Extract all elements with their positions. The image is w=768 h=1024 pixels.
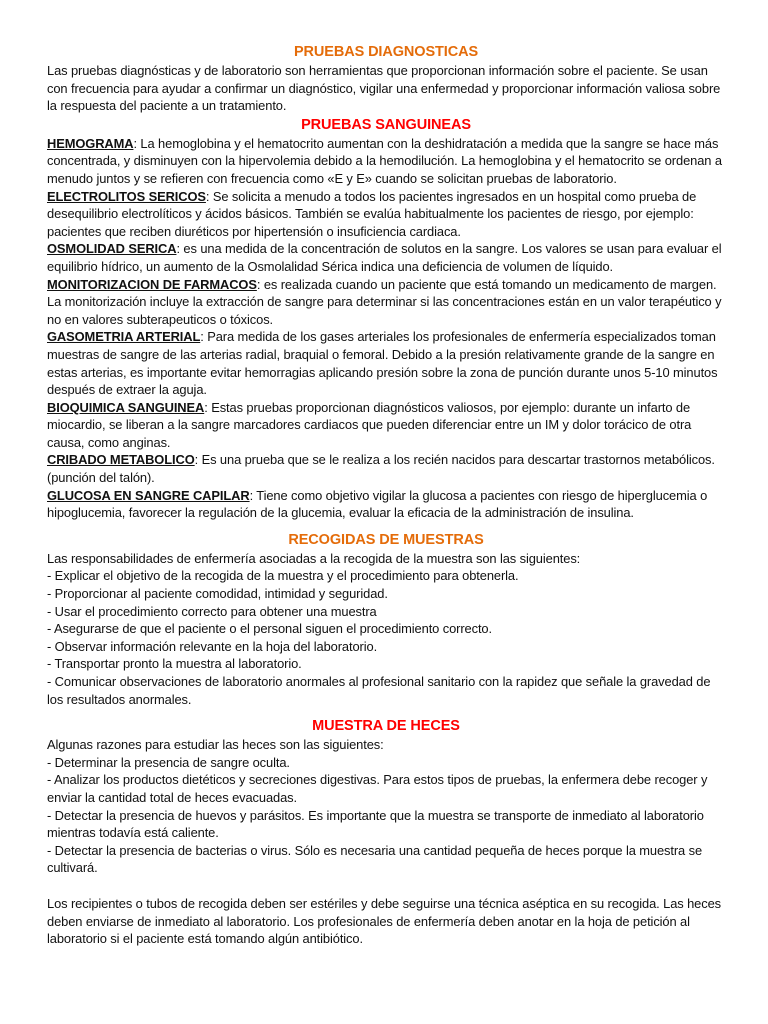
spacer <box>47 708 725 716</box>
definition-item <box>47 451 725 486</box>
definition-term: GASOMETRIA ARTERIAL <box>47 329 201 345</box>
recogidas-list <box>47 567 725 708</box>
section-title-pruebas-sanguineas: PRUEBAS SANGUINEAS <box>301 116 471 133</box>
definition-term: OSMOLIDAD SERICA <box>47 241 177 257</box>
definition-term: BIOQUIMICA SANGUINEA <box>47 399 205 415</box>
list-item: - Explicar el objetivo de la recogida de la muestra y el procedimiento para obtenerla. <box>47 568 519 584</box>
definition-term: MONITORIZACION DE FARMACOS <box>47 276 257 292</box>
section-title-recogidas: RECOGIDAS DE MUESTRAS <box>288 531 484 548</box>
definition-item <box>47 487 725 522</box>
definition-term: ELECTROLITOS SERICOS <box>47 188 206 204</box>
heces-closing: Los recipientes o tubos de recogida deben ser estériles y debe seguirse una técnica aséptica en su recogida. Las heces deben enviarse de inmediato al laboratorio. Los profesionales de enfermería deben anotar en la hoja de petición al laboratorio si el paciente está tomando algún antibiótico. <box>47 895 721 947</box>
list-item: - Observar información relevante en la hoja del laboratorio. <box>47 638 378 654</box>
list-item: - Proporcionar al paciente comodidad, intimidad y seguridad. <box>47 586 388 602</box>
pruebas-sanguineas-list <box>47 135 725 522</box>
section-title-heces: MUESTRA DE HECES <box>312 718 460 735</box>
definition-item <box>47 399 725 452</box>
definition-text: : Estas pruebas proporcionan diagnósticos valiosos, por ejemplo: durante un infarto de miocardio, se liberan a la sangre marcadores cardiacos que pueden diferenciar entre un IM y dolor torácico de otra causa, como anginas. <box>47 399 692 450</box>
document-page <box>47 42 725 948</box>
definition-text: : Para medida de los gases arteriales los profesionales de enfermería especializados toman muestras de sangre de las arterias radial, braquial o femoral. Debido a la presión relativamente grande de la sangre en estas arterias, es importante evitar hemorragias aplicando presión sobre la zona de punción durante unos 5-10 minutos después de extraer la aguja. <box>47 329 718 398</box>
recogidas-intro: Las responsabilidades de enfermería asociadas a la recogida de la muestra son las siguientes: <box>47 550 581 566</box>
definition-item <box>47 135 725 188</box>
definition-item <box>47 276 725 329</box>
definition-term: GLUCOSA EN SANGRE CAPILAR <box>47 487 250 503</box>
definition-text: : Tiene como objetivo vigilar la glucosa a pacientes con riesgo de hiperglucemia o hipoglucemia, favorecer la regulación de la glucemia, evaluar la eficacia de la administración de insulina. <box>47 487 708 521</box>
definition-item <box>47 240 725 275</box>
pruebas-diagnosticas-intro: Las pruebas diagnósticas y de laboratorio son herramientas que proporcionan información sobre el paciente. Se usan con frecuencia para ayudar a confirmar un diagnóstico, vigilar una enfermedad y proporcionar información valiosa sobre la respuesta del paciente a un tratamiento. <box>47 63 721 114</box>
list-item: - Transportar pronto la muestra al laboratorio. <box>47 656 302 672</box>
list-item: - Determinar la presencia de sangre oculta. <box>47 754 290 770</box>
definition-text: : Es una prueba que se le realiza a los recién nacidos para descartar trastornos metabólicos. (punción del talón). <box>47 452 715 486</box>
list-item: - Usar el procedimiento correcto para obtener una muestra <box>47 603 377 619</box>
spacer <box>47 877 725 895</box>
definition-item <box>47 188 725 241</box>
definition-term: CRIBADO METABOLICO <box>47 452 195 468</box>
list-item: - Asegurarse de que el paciente o el personal siguen el procedimiento correcto. <box>47 621 492 637</box>
heces-intro: Algunas razones para estudiar las heces son las siguientes: <box>47 737 384 753</box>
spacer <box>47 522 725 530</box>
list-item: - Detectar la presencia de huevos y parásitos. Es importante que la muestra se transporte de inmediato al laboratorio mientras todavía está caliente. <box>47 807 704 841</box>
definition-item <box>47 328 725 398</box>
list-item: - Comunicar observaciones de laboratorio anormales al profesional sanitario con la rapidez que señale la gravedad de los resultados anormales. <box>47 674 711 707</box>
definition-text: : Se solicita a menudo a todos los pacientes ingresados en un hospital como prueba de desequilibrio electrolíticos y ácidos básicos. También se evalúa habitualmente los pacientes de riesgo, por ejemplo: pacientes que reciben diuréticos por hipertensión o insuficiencia cardiaca. <box>47 188 697 239</box>
list-item: - Analizar los productos dietéticos y secreciones digestivas. Para estos tipos de pruebas, la enfermera debe recoger y enviar la cantidad total de heces evacuadas. <box>47 772 708 805</box>
list-item: - Detectar la presencia de bacterias o virus. Sólo es necesaria una cantidad pequeña de heces porque la muestra se cultivará. <box>47 842 703 876</box>
heces-list <box>47 754 725 877</box>
definition-text: : La hemoglobina y el hematocrito aumentan con la deshidratación a medida que la sangre se hace más concentrada, y disminuyen con la hipervolemia debido a la hemodilución. La hemoglobina y el hematocrito se ordenan a menudo juntos y se refieren con frecuencia como «E y E» cuando se solicitan pruebas de laboratorio. <box>47 135 722 186</box>
definition-text: : es realizada cuando un paciente que está tomando un medicamento de margen. La monitorización incluye la extracción de sangre para determinar si las concentraciones están en un valor terapéutico y no en valores subterapeuticos o tóxicos. <box>47 276 722 327</box>
section-title-pruebas-diagnosticas: PRUEBAS DIAGNOSTICAS <box>293 44 479 60</box>
definition-text: : es una medida de la concentración de solutos en la sangre. Los valores se usan para evaluar el equilibrio hídrico, un aumento de la Osmolalidad Sérica indica una deficiencia de volumen de líquido. <box>47 241 722 274</box>
definition-term: HEMOGRAMA <box>47 135 134 151</box>
